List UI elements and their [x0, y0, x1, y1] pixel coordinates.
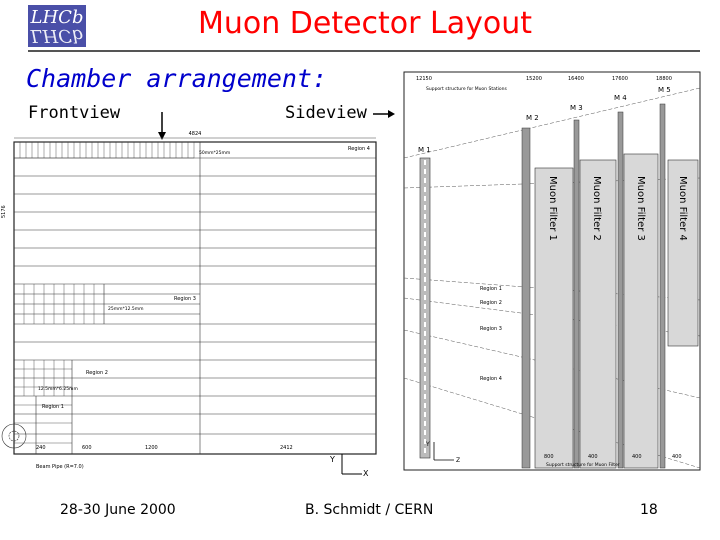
dim-bottom-3: 1200	[145, 445, 158, 451]
muon-filter-3-label: Muon Filter 3	[635, 176, 646, 241]
frontview-y-label: Y	[330, 455, 335, 464]
logo-reflection: LHCb	[30, 25, 84, 46]
frontview-region2-label: Region 2	[86, 370, 108, 376]
sideview-region2-label: Region 2	[480, 300, 502, 306]
frontview-label: Frontview	[28, 103, 121, 123]
subtitle: Chamber arrangement:	[26, 64, 328, 93]
sideview-arrow-head	[388, 110, 395, 118]
dim-bottom-4: 2412	[280, 445, 293, 451]
z-pos-2: 15200	[526, 76, 542, 82]
sideview-y-label: Y	[426, 441, 430, 448]
station-m1-label: M 1	[418, 146, 431, 154]
muon-filter-2-label: Muon Filter 2	[591, 176, 602, 241]
support-stations-label: Support structure for Muon Stations	[426, 87, 507, 92]
z-pos-1: 12150	[416, 76, 432, 82]
sideview-region1-label: Region 1	[480, 286, 502, 292]
muon-filter-1-label: Muon Filter 1	[547, 176, 558, 241]
sideview-region4-label: Region 4	[480, 376, 502, 382]
station-m3-label: M 3	[570, 104, 583, 112]
frontview-arrow-head	[158, 132, 166, 140]
frontview-diagram	[0, 118, 392, 478]
beam-pipe-label: Beam Pipe (R=7.0)	[36, 464, 84, 470]
sideview-diagram	[390, 68, 710, 474]
page-number: 18	[640, 502, 658, 518]
frontview-region1-label: Region 1	[42, 404, 64, 410]
dim-left: 5176	[1, 205, 7, 218]
frontview-region4-label: Region 4	[348, 146, 370, 152]
station-m5-label: M 5	[658, 86, 671, 94]
chamber-size-medium: 25mm*12.5mm	[108, 307, 144, 312]
station-m1	[420, 158, 430, 458]
z-pos-5: 18800	[656, 76, 672, 82]
title-divider	[28, 50, 700, 52]
sideview-region3-label: Region 3	[480, 326, 502, 332]
frontview-region3-label: Region 3	[174, 296, 196, 302]
logo-text: LHCb	[30, 7, 84, 28]
frontview-x-label: X	[363, 469, 369, 478]
z-pos-4: 17600	[612, 76, 628, 82]
filter-width-2: 400	[588, 454, 598, 460]
dim-bottom-1: 240	[36, 445, 46, 451]
support-filter-label: Support structure for Muon Filter	[546, 463, 620, 468]
dim-top: 4824	[188, 131, 202, 137]
slide-title: Muon Detector Layout	[197, 6, 533, 41]
station-m2-label: M 2	[526, 114, 539, 122]
sideview-label: Sideview	[285, 103, 367, 123]
filter-width-4: 400	[672, 454, 682, 460]
footer-date: 28-30 June 2000	[60, 502, 176, 518]
sideview-z-label: Z	[456, 457, 461, 464]
z-pos-3: 16400	[568, 76, 584, 82]
dim-bottom-2: 600	[82, 445, 92, 451]
lhcb-logo	[28, 5, 86, 47]
filter-width-1: 800	[544, 454, 554, 460]
chamber-size-large: 50mm*25mm	[199, 151, 231, 156]
chamber-size-small: 12.5mm*6.25mm	[38, 387, 78, 392]
muon-filter-4-label: Muon Filter 4	[677, 176, 688, 241]
footer-author: B. Schmidt / CERN	[305, 502, 434, 518]
filter-width-3: 400	[632, 454, 642, 460]
station-m4-label: M 4	[614, 94, 627, 102]
